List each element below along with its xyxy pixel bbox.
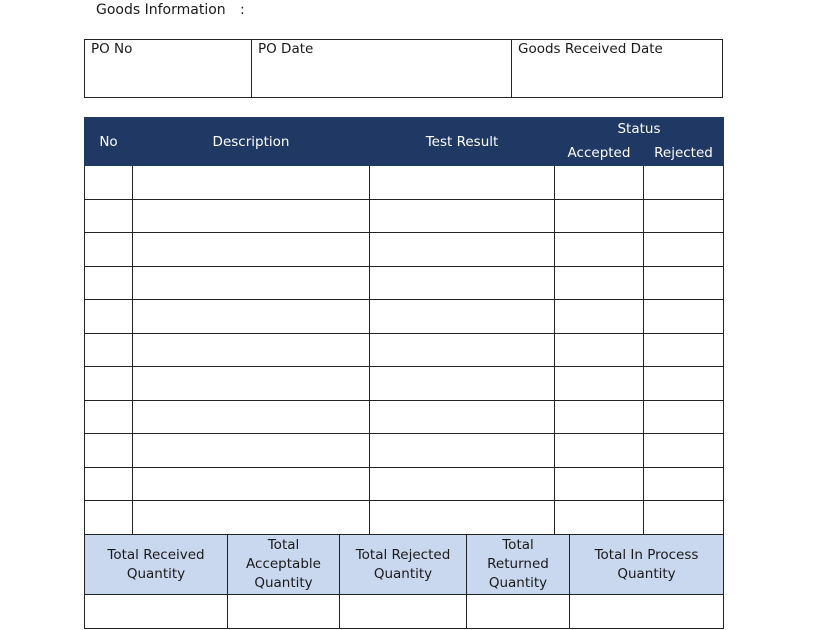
- description-cell[interactable]: [133, 233, 370, 267]
- rejected-cell[interactable]: [644, 501, 724, 535]
- total-in-process-quantity-header: Total In Process Quantity: [570, 535, 724, 595]
- table-row: [85, 233, 724, 267]
- description-cell[interactable]: [133, 300, 370, 334]
- no-cell[interactable]: [85, 333, 133, 367]
- table-row: [85, 266, 724, 300]
- accepted-cell[interactable]: [555, 400, 644, 434]
- column-header-status: Status: [555, 118, 724, 140]
- no-cell[interactable]: [85, 434, 133, 468]
- table-row: [85, 333, 724, 367]
- rejected-cell[interactable]: [644, 233, 724, 267]
- no-cell[interactable]: [85, 501, 133, 535]
- no-cell[interactable]: [85, 233, 133, 267]
- accepted-cell[interactable]: [555, 233, 644, 267]
- accepted-cell[interactable]: [555, 501, 644, 535]
- accepted-cell[interactable]: [555, 199, 644, 233]
- table-row: [85, 166, 724, 200]
- po-table: [84, 39, 723, 98]
- table-row: [85, 400, 724, 434]
- description-cell[interactable]: [133, 400, 370, 434]
- description-cell[interactable]: [133, 166, 370, 200]
- total-in-process-quantity-cell[interactable]: [570, 595, 724, 629]
- no-cell[interactable]: [85, 199, 133, 233]
- test-result-cell[interactable]: [370, 467, 555, 501]
- rejected-cell[interactable]: [644, 367, 724, 401]
- test-result-cell[interactable]: [370, 501, 555, 535]
- total-returned-quantity-cell[interactable]: [467, 595, 570, 629]
- description-cell[interactable]: [133, 333, 370, 367]
- total-received-quantity-header: Total Received Quantity: [85, 535, 228, 595]
- test-result-cell[interactable]: [370, 333, 555, 367]
- total-rejected-quantity-header: Total Rejected Quantity: [340, 535, 467, 595]
- test-result-cell[interactable]: [370, 166, 555, 200]
- rejected-cell[interactable]: [644, 300, 724, 334]
- total-acceptable-quantity-header: Total Acceptable Quantity: [228, 535, 340, 595]
- column-header-test-result: Test Result: [370, 118, 555, 166]
- goods-information-colon: :: [240, 2, 245, 18]
- description-cell[interactable]: [133, 266, 370, 300]
- totals-table: [84, 534, 724, 629]
- description-cell[interactable]: [133, 199, 370, 233]
- po-date-field[interactable]: [252, 40, 512, 97]
- test-result-cell[interactable]: [370, 400, 555, 434]
- description-cell[interactable]: [133, 367, 370, 401]
- table-row: [85, 199, 724, 233]
- test-result-cell[interactable]: [370, 367, 555, 401]
- column-header-no: No: [85, 118, 133, 166]
- rejected-cell[interactable]: [644, 333, 724, 367]
- no-cell[interactable]: [85, 467, 133, 501]
- no-cell[interactable]: [85, 166, 133, 200]
- description-cell[interactable]: [133, 501, 370, 535]
- column-header-description: Description: [133, 118, 370, 166]
- no-cell[interactable]: [85, 400, 133, 434]
- rejected-cell[interactable]: [644, 266, 724, 300]
- no-cell[interactable]: [85, 300, 133, 334]
- po-date-label: PO Date: [258, 41, 314, 57]
- goods-information-label: Goods Information: [96, 2, 226, 18]
- rejected-cell[interactable]: [644, 199, 724, 233]
- goods-inspection-table: [84, 117, 724, 535]
- accepted-cell[interactable]: [555, 266, 644, 300]
- accepted-cell[interactable]: [555, 333, 644, 367]
- accepted-cell[interactable]: [555, 434, 644, 468]
- table-row: [85, 434, 724, 468]
- no-cell[interactable]: [85, 266, 133, 300]
- total-returned-quantity-header: Total Returned Quantity: [467, 535, 570, 595]
- description-cell[interactable]: [133, 434, 370, 468]
- column-header-accepted: Accepted: [555, 140, 644, 166]
- table-body: [85, 166, 724, 535]
- test-result-cell[interactable]: [370, 233, 555, 267]
- po-no-field[interactable]: [85, 40, 252, 97]
- accepted-cell[interactable]: [555, 467, 644, 501]
- goods-information-heading: [96, 2, 245, 18]
- total-rejected-quantity-cell[interactable]: [340, 595, 467, 629]
- rejected-cell[interactable]: [644, 434, 724, 468]
- po-no-label: PO No: [91, 41, 133, 57]
- test-result-cell[interactable]: [370, 300, 555, 334]
- total-received-quantity-cell[interactable]: [85, 595, 228, 629]
- test-result-cell[interactable]: [370, 434, 555, 468]
- rejected-cell[interactable]: [644, 400, 724, 434]
- table-row: [85, 467, 724, 501]
- goods-received-date-field[interactable]: [512, 40, 722, 97]
- accepted-cell[interactable]: [555, 166, 644, 200]
- test-result-cell[interactable]: [370, 266, 555, 300]
- rejected-cell[interactable]: [644, 166, 724, 200]
- test-result-cell[interactable]: [370, 199, 555, 233]
- table-row: [85, 501, 724, 535]
- rejected-cell[interactable]: [644, 467, 724, 501]
- no-cell[interactable]: [85, 367, 133, 401]
- table-row: [85, 367, 724, 401]
- total-acceptable-quantity-cell[interactable]: [228, 595, 340, 629]
- goods-received-date-label: Goods Received Date: [518, 41, 663, 57]
- accepted-cell[interactable]: [555, 300, 644, 334]
- column-header-rejected: Rejected: [644, 140, 724, 166]
- description-cell[interactable]: [133, 467, 370, 501]
- table-row: [85, 300, 724, 334]
- accepted-cell[interactable]: [555, 367, 644, 401]
